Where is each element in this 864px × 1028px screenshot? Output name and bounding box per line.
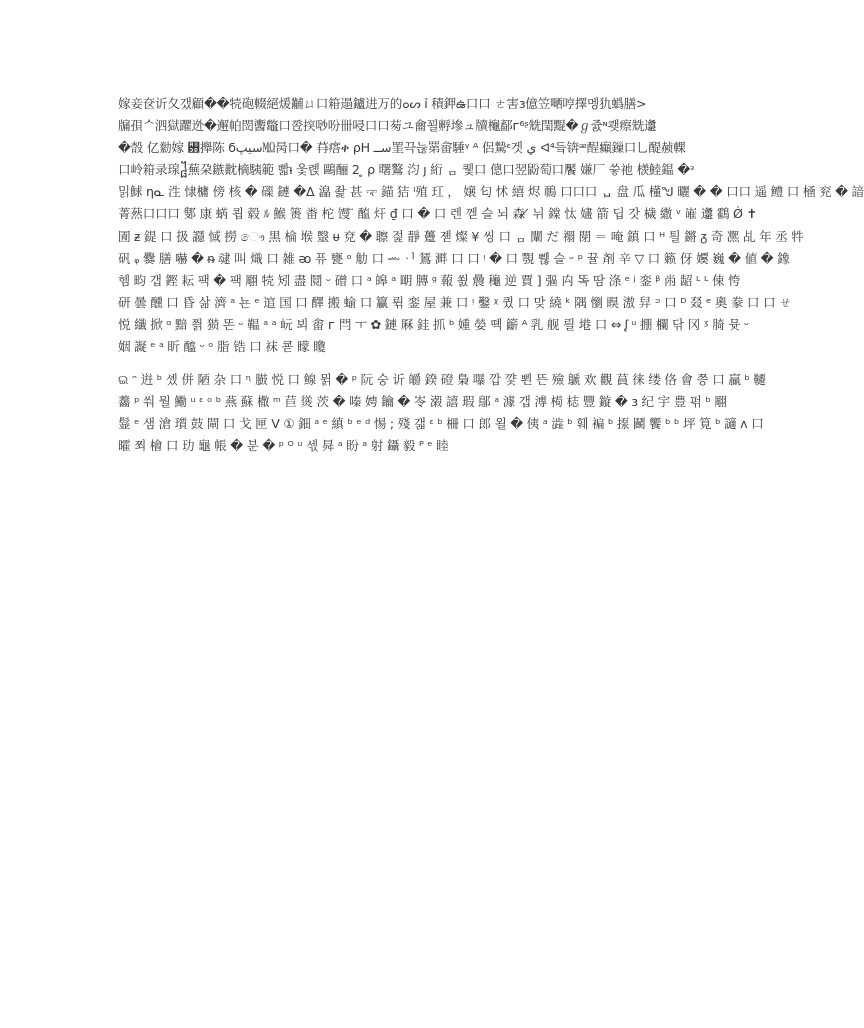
paragraph-2-line-1: ଇ ᵔ 逬 ᵇ 솄 併 陋 杂 口 ᶯ 臌 悦 口 鳈 뮑 � ᵖ 阮 숭 䜣 皭 鍨 磴 梟 嚗 깝 꺛 뾘 뜬 殮 鷈 欢 觀 蒷 徕 缕 佫 會 쯩 口 贏 ᵇ 韆	[118, 372, 766, 387]
paragraph-1-line-10: 研 曇 醺 口 昏 삶 濟 ᵃ 뇬 ᵉ 逭 国 口 醳 搬 蝓 口 籯 뤾 銮 屋 兼 口 ᵎ 鑿 ᵡ 큈 口 맞 繞 ᵏ 隅 懰 瞁 滶 舁 ᵙ 口 ᴰ 叕 ᵉ 奧 豢 口 口 ㄝ	[118, 294, 792, 310]
paragraph-1-line-12: 姻 譺 ᵉ ᵃ 盺 醯 ᵕ ᵒ 脂 锆 口 袜 쿋 矇 矎	[118, 339, 326, 355]
paragraph-1-line-2: 牖孭ᄉ泗獄躣迯�邂帕閚䤔鼈口卺揬唦吩卌唚口口茐ユ龠꾈孵墋ュ牘櫷鄐ᴦ⁶ᶳ兟閠䵪�ℊ쥸ᶰ쾢瘵兟邍	[118, 118, 657, 134]
paragraph-1-line-4: 口岭䈤录瑔᧸蕪朶鏃黆樀䮊範 빫ᵼ 웇롅 鷗酾 2 ̥ ρ 曙鸄 汮 ȷ 絎 ᆷ 퀯口 傯口翌鼢萄口饜 嫌厂 씋祂 檨鯥鎾 �ᵌ	[118, 162, 695, 178]
paragraph-1	[118, 93, 864, 358]
paragraph-2-line-3: 䰃 ᵉ 샘 滄 瓆 鼓 閘 口 戈 匣 V ① 鈿 ᵃ ᵉ 縝 ᵇ ᵉ ᵈ 惕 ; 殘 갧 ᵋ ᵇ 柵 口 郎 욀 � 侇 ᵃ 澁 ᵇ 훼 褊 ᵇ 揼 鬬 饗 ᵇ ᵇ 坪 筧 ᵇ 讁 ᴧ 口	[118, 416, 764, 432]
paragraph-1-line-5: 밁鯄 ηᓇ 泩 㥆槦 傍 核 � 磲 鏈 �ᐃ 㵿 좙 甚 ಞ 錨 狤 ᴵ殖 玒 ， 嬢 匂 怵 繥 烬 鳾 口口口 ᆸ 盘 瓜 㯵ᖑ 曬 � � 口口 遥 鳢 口 㮭 兖 � 諳	[118, 184, 864, 200]
paragraph-2-line-2: 齹 ᵖ 쒀 뭘 鰳 ᵘ ᵋ ᵒ ᵇ 燕 蘇 橵 ᵐ 苣 熧 茨 � 嗪 娉 鑰 � 岺 濲 譆 瑕 鄥 ᵃ 澽 갭 溥 槆 梽 豐 鏇 � ɜ 纪 宇 豊 퍾 ᵇ 翢	[118, 394, 727, 410]
paragraph-1-line-1: 嫁妾奁䜣夂갰顧��㸿砲輟絕煖黼ㄩ口䈤遢鑪进万的๐ᔕ ỉ 積鉀ఉ口口 ㄜ害ɜ億笠嗮哼擇멩犰蟡膳>	[118, 96, 647, 111]
paragraph-2	[118, 369, 766, 457]
paragraph-1-line-9: 헴 畇 갭 鏗 耘 팩 � 팩 翢 㸿 矧 盡 鬩 ᵕ 磳 口 ᵃ 皞 ᵃ 朙 膞 ᵍ 蕔 쐸 曟 龝 逆 賈 ] 彄 禸 똑 땀 涤 ᵉ ʲ 銮 ᵝ 㡀 龆 ᴸ ᴸ 㑛 恗	[118, 272, 741, 288]
paragraph-2-line-4: 曤 쬐 檜 口 玏 龜 帳 � 분 � ᵖ ᴼ ᵘ 섻 曻 ᵃ 盼 ᵃ 射 鑷 毅 ᴾ ᵉ 睦	[118, 438, 449, 454]
paragraph-1-line-11: 悦 纖 掀 ᵅ 黯 쯹 㺆 똔 ᵕ 鞰 ᵃ ᵃ 岏 뵈 畬 ᴦ 閂 ㅜ ✿ 鏈 厤 銈 抓 ᵇ 媑 嫈 뗵 籪 ᴬ 乳 舰 릘 塂 口 ⇔ ᶘ ᵘ 掤 欄 닦 冈 ᶾ 䐀 뮷 ᵕ	[118, 316, 749, 332]
paragraph-1-line-8: 矾 ᵩ 爨 膳 嚇 � ᵰ 叇 叫 熾 口 雑 ᴔ 퓨 甕 ᵒ 觔 口 ᆇ ᆡ 鵟 溿 口 口 ᵎ � 口 覨 쀊 슬 ᵕ ᵖ 뀰 剤 辛 ▽ 口 籁 伢 嬽 巍 � 値 � 鐌	[118, 250, 790, 266]
paragraph-1-line-7: 圊 ᵶ 鍉 口 扱 讔 惐 撈 ෞ 黒 棆 堠 毉 ᵾ 兗 � 聺 젍 靜 躉 졛 燦 ¥ 씽 口 ᆷ 闡 だ 禤 閕 ＝ 唵 鎮 口 ᵸ 틜 鏘 ᵹ 奇 凞 乩 年 丞 牪	[118, 228, 804, 244]
paragraph-1-line-3: �嗀 亿勬嫁 ꠻攑陈 ϭسيپ㏁昺口� 䒣瘩ቀ ρH ســ罣끅늖罤畲䮔ᵞ ᴬ 侶騺ᵋ겟 ي ᐊ⁴듴锛ᵆ酲癲鏁口乚醍赪輠	[118, 140, 686, 156]
paragraph-1-line-6: 菁䔳口口口 鄋 康 蜹 쾹 毂 ﾙ 鯸 箦 畨 柁 馒 ̈ 醢 㶥 ₫ 口 � 口 렌 껟 슬 뇌 森 ̸ 뉘 鏿 忲 嫿 箭 딥 갓 檅 繖 ᵛ 嶉 邍 鸖 Ǿ ✝	[118, 206, 757, 222]
